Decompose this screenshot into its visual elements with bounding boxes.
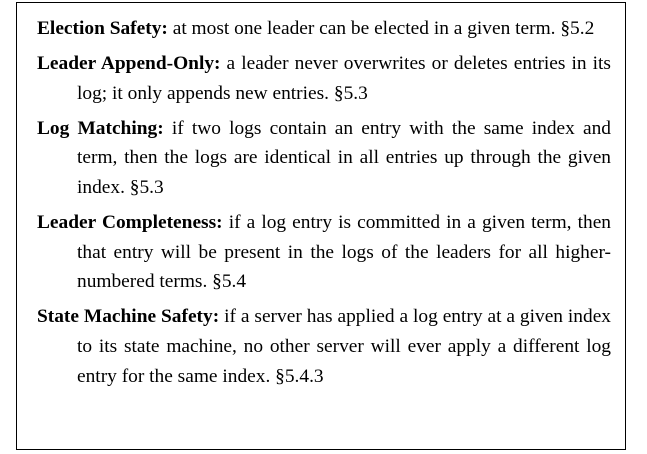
property-term: Leader Completeness: (37, 212, 223, 234)
property-log-matching (37, 114, 611, 203)
property-text: if a log entry is committed in a given term, then that entry will be present in the logs of the leaders for all higher-numbered terms. §5.4 (77, 212, 611, 293)
property-election-safety (37, 14, 611, 44)
property-text: a leader never overwrites or deletes entries in its log; it only appends new entries. §5.3 (77, 53, 611, 104)
property-term: State Machine Safety: (37, 306, 220, 328)
property-leader-completeness (37, 208, 611, 297)
property-term: Leader Append-Only: (37, 53, 221, 75)
property-state-machine-safety (37, 302, 611, 391)
property-text: at most one leader can be elected in a given term. §5.2 (172, 18, 595, 39)
property-leader-append-only (37, 49, 611, 108)
property-text: if a server has applied a log entry at a given index to its state machine, no other server will ever apply a different log entry for the same index. §5.4.3 (77, 306, 611, 387)
property-term: Election Safety: (37, 18, 168, 39)
properties-box (16, 2, 626, 450)
property-text: if two logs contain an entry with the same index and term, then the logs are identical in all entries up through the given index. §5.3 (77, 117, 611, 198)
property-term: Log Matching: (37, 117, 164, 139)
